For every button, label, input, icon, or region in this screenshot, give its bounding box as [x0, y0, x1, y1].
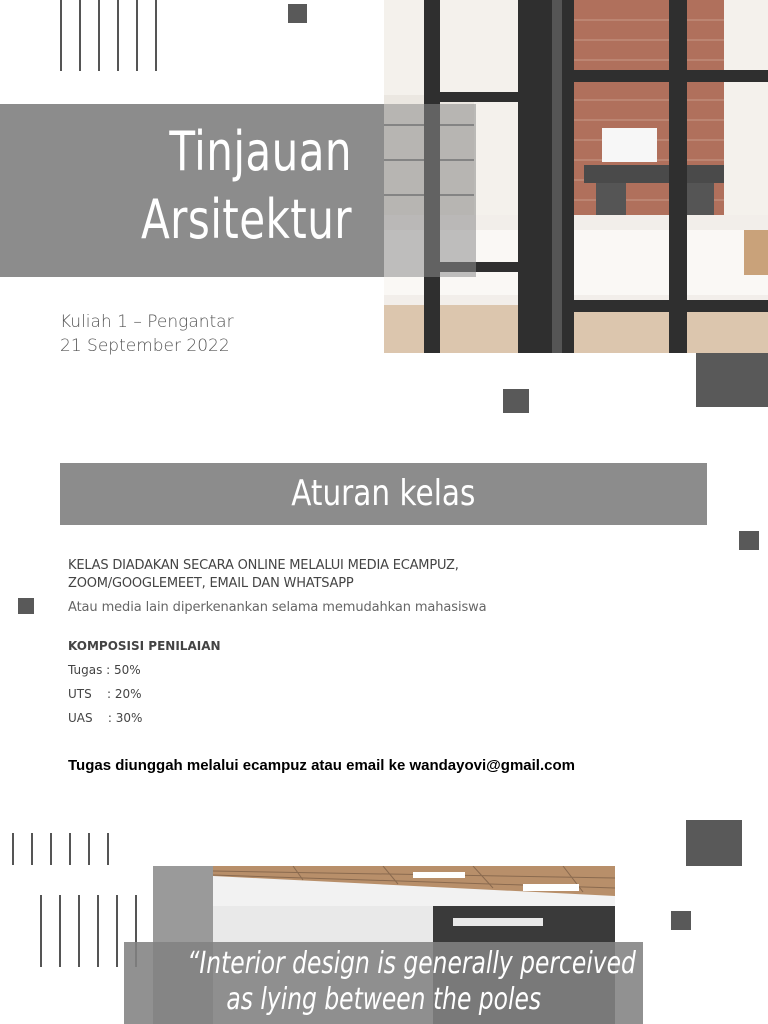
- decor-square: [739, 531, 759, 550]
- decor-square: [696, 353, 768, 407]
- quote-line: “Interior design is generally perceived: [187, 946, 636, 981]
- online-line: ZOOM/GOOGLEMEET, EMAIL DAN WHATSAPP: [68, 576, 354, 591]
- title-line: Arsitektur: [140, 188, 352, 251]
- decor-square: [503, 389, 529, 413]
- quote-line: as lying between the poles: [226, 982, 541, 1017]
- lecture-date: 21 September 2022: [60, 336, 230, 356]
- decor-square: [18, 598, 34, 614]
- lecture-label: Kuliah 1 – Pengantar: [60, 312, 234, 332]
- decor-square: [671, 911, 691, 930]
- quote-text: [124, 946, 643, 1018]
- rules-heading-text: Aturan kelas: [291, 473, 476, 514]
- online-line: KELAS DIADAKAN SECARA ONLINE MELALUI MEDIA ECAMPUZ,: [68, 558, 459, 573]
- rules-heading: [60, 463, 707, 525]
- upload-note: Tugas diunggah melalui ecampuz atau email ke wandayovi@gmail.com: [68, 757, 575, 774]
- lecture-info: [60, 310, 234, 358]
- title-banner-overlay: [384, 104, 476, 277]
- grading-heading: KOMPOSISI PENILAIAN: [68, 639, 221, 653]
- grading-item: UAS : 30%: [68, 711, 143, 725]
- page-title: [71, 118, 352, 254]
- grading-item: Tugas : 50%: [68, 663, 141, 677]
- grading-item: UTS : 20%: [68, 687, 142, 701]
- decor-square: [288, 4, 307, 23]
- decor-square: [686, 820, 742, 866]
- online-note: Atau media lain diperkenankan selama memudahkan mahasiswa: [68, 600, 487, 615]
- title-line: Tinjauan: [169, 120, 352, 183]
